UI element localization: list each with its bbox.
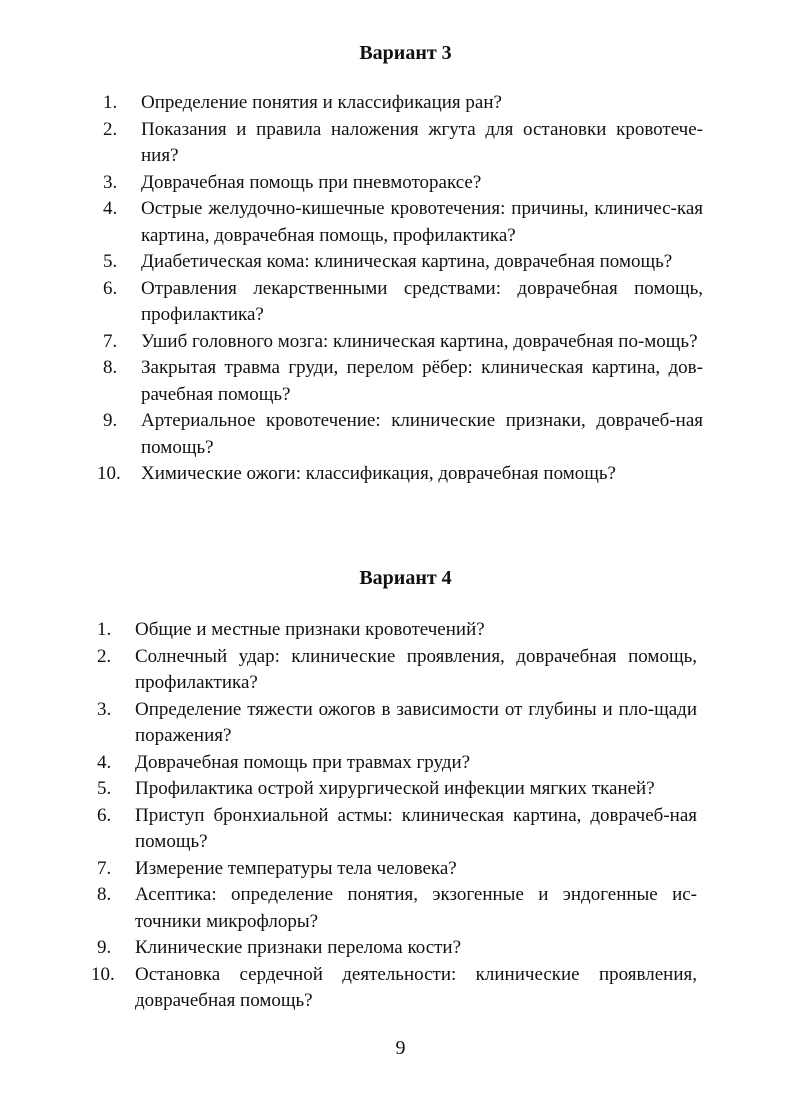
- question-text: Доврачебная помощь при травмах груди?: [135, 751, 471, 773]
- question-number: 3.: [103, 171, 118, 193]
- question-text: Определение понятия и классификация ран?: [141, 92, 502, 113]
- list-item: [97, 750, 697, 777]
- list-item: [91, 962, 697, 1015]
- list-item: [103, 276, 703, 329]
- question-text: Солнечный удар: клинические проявления, доврачебная помощь, профилактика?: [135, 645, 697, 693]
- list-item: [97, 461, 703, 488]
- list-item: [97, 803, 697, 856]
- question-number: 7.: [103, 330, 118, 352]
- list-item: [97, 776, 697, 803]
- list-item: [97, 697, 697, 750]
- question-list: [91, 617, 697, 1015]
- question-number: 6.: [97, 804, 112, 826]
- question-number: 5.: [97, 778, 112, 799]
- list-item: [103, 117, 703, 170]
- page-number: 9: [395, 1037, 406, 1059]
- question-text: Диабетическая кома: клиническая картина, доврачебная помощь?: [141, 251, 673, 272]
- question-number: 10.: [97, 463, 121, 484]
- list-item: [103, 329, 703, 356]
- list-item: [97, 935, 697, 962]
- question-text: Клинические признаки перелома кости?: [135, 937, 462, 958]
- question-number: 6.: [103, 277, 118, 299]
- question-text: Определение тяжести ожогов в зависимости от глубины и пло-щади поражения?: [135, 698, 697, 746]
- question-text: Химические ожоги: классификация, доврачебная помощь?: [141, 463, 616, 484]
- question-number: 1.: [103, 92, 118, 113]
- list-item: [97, 617, 697, 644]
- question-text: Артериальное кровотечение: клинические признаки, доврачеб-ная помощь?: [141, 410, 703, 458]
- question-text: Показания и правила наложения жгута для остановки кровотече-ния?: [141, 118, 703, 166]
- list-item: [103, 196, 703, 249]
- question-text: Острые желудочно-кишечные кровотечения: причины, клиничес-кая картина, доврачебная помощь, профилактика?: [141, 198, 703, 246]
- list-item: [103, 170, 703, 197]
- question-text: Приступ бронхиальной астмы: клиническая картина, доврачеб-ная помощь?: [135, 804, 697, 852]
- question-text: Доврачебная помощь при пневмотораксе?: [141, 171, 482, 193]
- list-item: [97, 856, 697, 883]
- question-number: 5.: [103, 251, 118, 272]
- variant-3-section: [0, 40, 801, 484]
- list-item: [103, 408, 703, 461]
- list-item: [103, 249, 703, 276]
- list-item: [103, 90, 703, 117]
- question-number: 10.: [91, 963, 115, 985]
- question-number: 9.: [103, 410, 118, 431]
- question-number: 7.: [97, 857, 112, 879]
- question-number: 8.: [103, 357, 118, 378]
- question-text: Остановка сердечной деятельности: клинические проявления, доврачебная помощь?: [135, 963, 697, 1011]
- question-number: 3.: [97, 698, 112, 720]
- question-text: Ушиб головного мозга: клиническая картина, доврачебная по-мощь?: [141, 330, 698, 352]
- list-item: [97, 644, 697, 697]
- question-number: 9.: [97, 937, 112, 958]
- variant-4-section: [0, 565, 801, 1011]
- question-number: 4.: [103, 198, 118, 219]
- question-text: Профилактика острой хирургической инфекции мягких тканей?: [135, 778, 655, 799]
- question-text: Отравления лекарственными средствами: доврачебная помощь, профилактика?: [141, 277, 703, 325]
- list-item: [103, 355, 703, 408]
- list-item: [97, 882, 697, 935]
- question-list: [97, 90, 703, 488]
- question-number: 1.: [97, 619, 112, 640]
- variant-title: Вариант 4: [359, 567, 452, 589]
- question-number: 8.: [97, 884, 112, 905]
- question-text: Общие и местные признаки кровотечений?: [135, 619, 485, 640]
- question-number: 2.: [97, 645, 112, 667]
- question-text: Измерение температуры тела человека?: [135, 857, 457, 879]
- question-text: Асептика: определение понятия, экзогенные и эндогенные ис-точники микрофлоры?: [135, 884, 697, 932]
- question-text: Закрытая травма груди, перелом рёбер: клиническая картина, дов-рачебная помощь?: [141, 357, 703, 405]
- variant-title: Вариант 3: [359, 42, 452, 64]
- question-number: 2.: [103, 118, 118, 140]
- question-number: 4.: [97, 751, 112, 773]
